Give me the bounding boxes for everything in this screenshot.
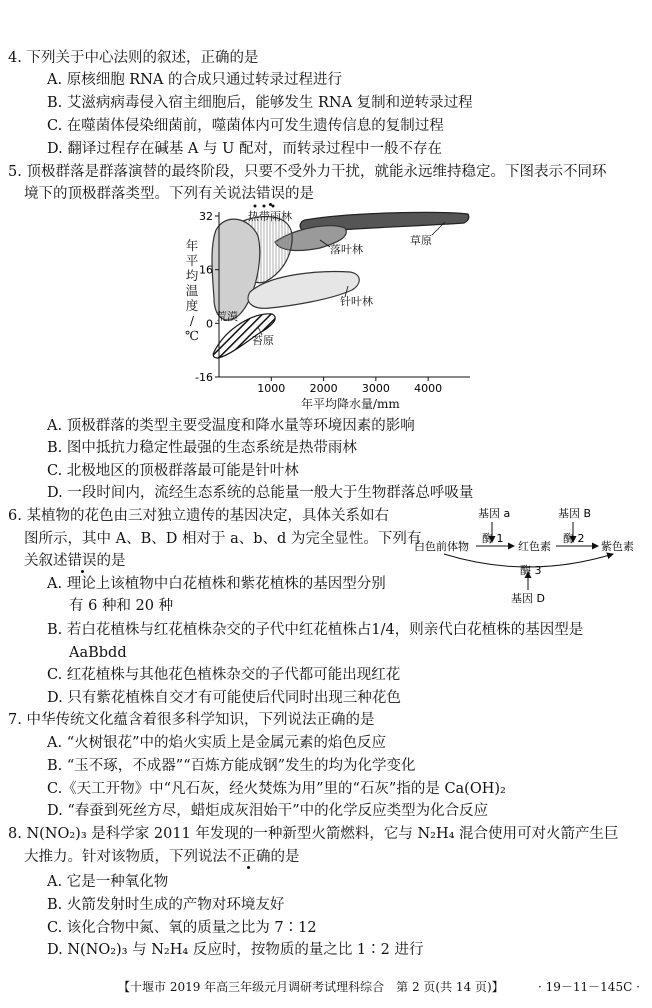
q6-stem-line1: 6. 某植物的花色由三对独立遗传的基因决定，具体关系如右 [8,508,389,524]
white-precursor-label: 白色前体物 [414,540,469,553]
y-tick-label: 16 [199,263,213,277]
ylabel-char: 均 [185,268,199,283]
q8-option-a: A. 它是一种氧化物 [47,874,169,890]
q5-stem-line2: 境下的顶极群落类型。下列有关说法错误的是 [24,186,314,202]
q7-option-d: D. “春蚕到死丝方尽，蜡炬成灰泪始干”中的化学反应类型为化合反应 [47,803,489,819]
emphasis-dot [254,205,257,208]
ylabel-char: 平 [185,253,199,268]
emphasis-marker: 不正确 [227,849,271,865]
q8-stem-line1: 8. N(NO₂)₃ 是科学家 2011 年发现的一种新型火箭燃料，它与 N₂H₄ 混合使用可对火箭产生巨 [8,826,619,842]
emphasis-dot [263,205,266,208]
chart-ylabel [184,238,200,343]
q5-option-a: A. 顶极群落的类型主要受温度和降水量等环境因素的影响 [47,418,415,434]
enzyme3-label: 酶 3 [520,564,542,577]
y-tick-label: 0 [206,317,213,331]
gene-b-label: 基因 B [558,507,592,520]
emphasis-marker: 错误 [256,186,285,202]
footer-code: · 19－11－145C · [538,980,640,994]
gene-a-label: 基因 a [478,507,511,520]
q5-option-c: C. 北极地区的顶极群落最可能是针叶林 [47,463,299,479]
q4-option-c: C. 在噬菌体侵染细菌前，噬菌体内可发生遗传信息的复制过程 [47,118,444,134]
region-label: 苔原 [252,334,274,347]
q7-stem: 7. 中华传统文化蕴含着很多科学知识，下列说法正确的是 [8,712,375,728]
region-label: 草原 [410,234,432,247]
gene-d-label: 基因 D [511,592,545,605]
q6-option-a-line1: A. 理论上该植物中白花植株和紫花植株的基因型分别 [47,576,386,592]
x-tick-label: 4000 [414,382,443,395]
q5-option-d: D. 一段时间内，流经生态系统的总能量一般大于生物群落总呼吸量 [47,485,474,501]
emphasis-marker: 错误 [67,553,97,569]
q6-stem-line3: 关叙述错误的是 [24,553,126,569]
region-label: 荒漠 [216,310,238,323]
q7-option-b: B. “玉不琢，不成器”“百炼方能成钢”发生的均为化学变化 [47,758,416,774]
region-label: 热带雨林 [248,210,292,223]
ylabel-char: ℃ [185,328,199,343]
footer-exam-info: 【十堰市 2019 年高三年级元月调研考试理科综合 第 2 页(共 14 页)】 [118,980,504,994]
red-pigment-label: 红色素 [518,540,551,553]
q4-option-d: D. 翻译过程存在碱基 A 与 U 配对，而转录过程中一般不存在 [47,141,442,157]
ylabel-char: 温 [185,283,199,298]
q7-option-a: A. “火树银花”中的焰火实质上是金属元素的焰色反应 [47,735,387,751]
x-tick-label: 3000 [361,382,390,395]
y-tick-label: 32 [199,210,213,223]
ylabel-char: 度 [185,298,199,313]
chart-xlabel: 年平均降水量/mm [301,397,400,411]
region-label: 针叶林 [340,295,373,308]
ylabel-char: 年 [185,238,199,253]
q4-stem: 4. 下列关于中心法则的叙述，正确的是 [8,50,259,66]
pigment-pathway-diagram [408,502,648,606]
q7-option-c: C.《天工开物》中“凡石灰，经火焚炼为用”里的“石灰”指的是 Ca(OH)₂ [47,781,506,797]
emphasis-dot [272,205,275,208]
q4-option-b: B. 艾滋病病毒侵入宿主细胞后，能够发生 RNA 复制和逆转录过程 [47,95,473,111]
enzyme1-label: 酶 1 [482,532,504,545]
ylabel-char: / [189,313,195,328]
region-label: 落叶林 [330,243,363,256]
q6-option-c: C. 红花植株与其他花色植株杂交的子代都可能出现红花 [47,667,401,683]
q5-option-b: B. 图中抵抗力稳定性最强的生态系统是热带雨林 [47,440,357,456]
enzyme2-label: 酶 2 [563,532,585,545]
q6-option-a-line2: 有 6 种和 20 种 [69,598,174,614]
q8-option-d: D. N(NO₂)₃ 与 N₂H₄ 反应时，按物质的量之比 1∶2 进行 [47,942,424,958]
y-tick-label: -16 [195,371,213,384]
q6-option-b-line1: B. 若白花植株与红花植株杂交的子代中红花植株占1/4，则亲代白花植株的基因型是 [47,622,584,638]
q5-stem-line1: 5. 顶极群落是群落演替的最终阶段，只要不受外力干扰，就能永远维持稳定。下图表示不同环 [8,164,607,180]
purple-pigment-label: 紫色素 [601,540,634,553]
q8-stem-line2: 大推力。针对该物质，下列说法不正确的是 [24,849,300,865]
x-tick-label: 2000 [309,382,338,395]
climax-community-chart [170,202,480,410]
x-tick-label: 1000 [257,382,286,395]
q6-option-b-line2: AaBbdd [69,645,127,661]
q8-option-c: C. 该化合物中氮、氧的质量之比为 7∶12 [47,920,317,936]
q6-option-d: D. 只有紫花植株自交才有可能使后代同时出现三种花色 [47,690,401,706]
page-footer [0,976,652,1000]
q8-option-b: B. 火箭发射时生成的产物对环境友好 [47,897,285,913]
q6-stem-line2: 图所示，其中 A、B、D 相对于 a、b、d 为完全显性。下列有 [24,531,422,547]
q4-option-a: A. 原核细胞 RNA 的合成只通过转录过程进行 [47,72,342,88]
